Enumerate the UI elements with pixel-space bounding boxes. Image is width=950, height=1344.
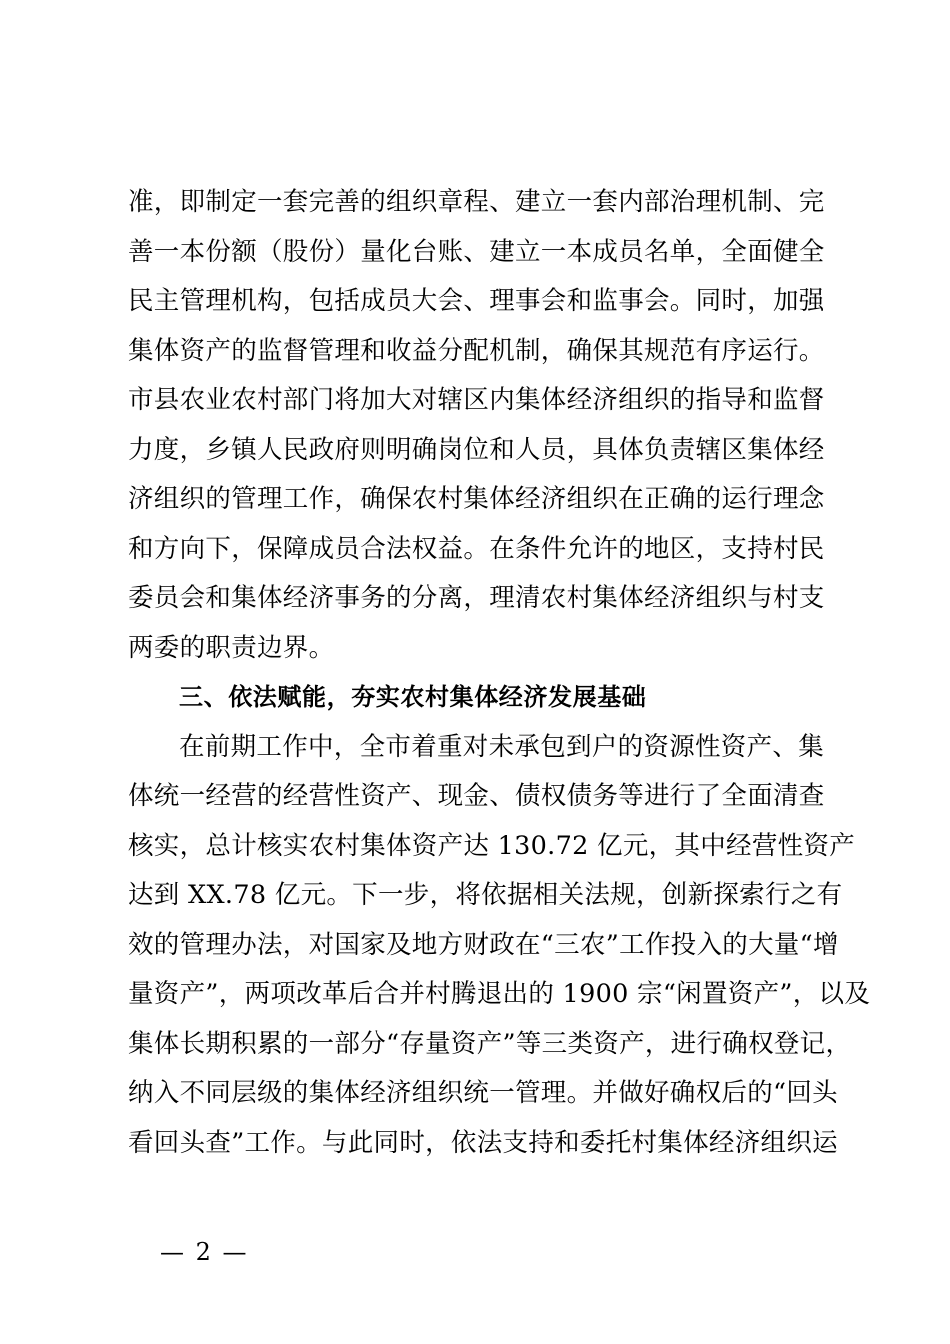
text-line: 看回头查”工作。与此同时，依法支持和委托村集体经济组织运 [128, 1127, 838, 1158]
text-line: 集体资产的监督管理和收益分配机制，确保其规范有序运行。 [128, 335, 825, 366]
text-line: 纳入不同层级的集体经济组织统一管理。并做好确权后的“回头 [128, 1078, 838, 1108]
paragraph-first-line: 在前期工作中，全市着重对未承包到户的资源性资产、集 [179, 731, 825, 762]
body-text [128, 178, 871, 1168]
text-line: 济组织的管理工作，确保农村集体经济组织在正确的运行理念 [128, 484, 825, 514]
text-line: 力度，乡镇人民政府则明确岗位和人员，具体负责辖区集体经 [128, 434, 825, 465]
text-line: 善一本份额（股份）量化台账、建立一本成员名单，全面健全 [128, 236, 825, 267]
text-line: 效的管理办法，对国家及地方财政在“三农”工作投入的大量“增 [128, 929, 839, 960]
text-line: 和方向下，保障成员合法权益。在条件允许的地区，支持村民 [128, 533, 825, 564]
text-line: 量资产”，两项改革后合并村腾退出的 1900 宗“闲置资产”，以及 [128, 979, 871, 1009]
text-line: 两委的职责边界。 [128, 632, 335, 663]
text-line: 市县农业农村部门将加大对辖区内集体经济组织的指导和监督 [128, 385, 825, 415]
text-line: 体统一经营的经营性资产、现金、债权债务等进行了全面清查 [128, 781, 825, 811]
text-line: 核实，总计核实农村集体资产达 130.72 亿元，其中经营性资产 [128, 830, 856, 861]
page-number: — 2 — [160, 1238, 249, 1266]
section-heading: 三、依法赋能，夯实农村集体经济发展基础 [179, 683, 647, 711]
text-line: 委员会和集体经济事务的分离，理清农村集体经济组织与村支 [128, 583, 825, 613]
text-line: 民主管理机构，包括成员大会、理事会和监事会。同时，加强 [128, 286, 825, 316]
text-line: 达到 XX.78 亿元。下一步，将依据相关法规，创新探索行之有 [128, 880, 843, 910]
text-line: 集体长期积累的一部分“存量资产”等三类资产，进行确权登记， [128, 1028, 852, 1059]
text-line: 准，即制定一套完善的组织章程、建立一套内部治理机制、完 [128, 187, 825, 217]
